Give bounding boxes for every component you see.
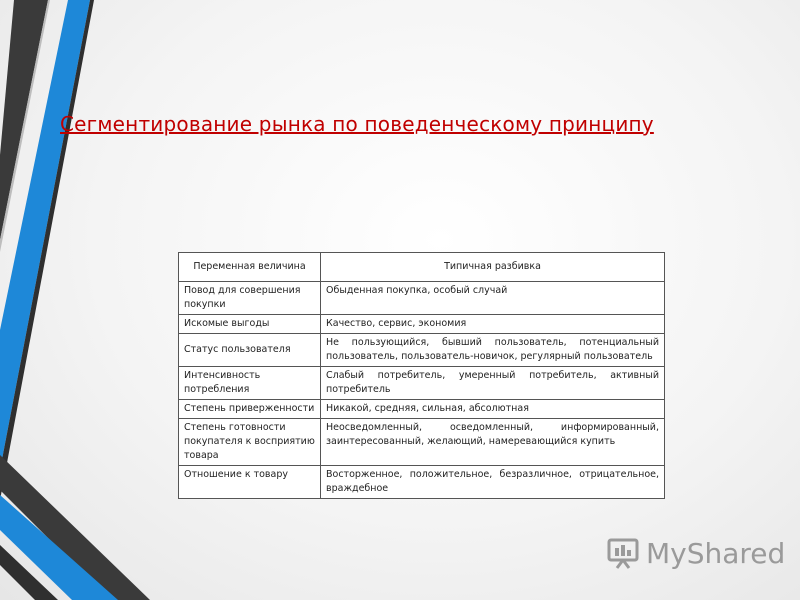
breakdown-cell: Восторженное, положительное, безразличное, отрицательное, враждебное	[321, 466, 665, 499]
table-row	[179, 315, 665, 334]
column-header-breakdown: Типичная разбивка	[321, 253, 665, 282]
variable-cell: Интенсивность потребления	[179, 367, 321, 400]
variable-cell: Искомые выгоды	[179, 315, 321, 334]
presentation-board-icon	[606, 536, 640, 570]
variable-cell: Статус пользователя	[179, 334, 321, 367]
variable-cell: Степень готовности покупателя к восприятию товара	[179, 419, 321, 466]
breakdown-cell: Не пользующийся, бывший пользователь, потенциальный пользователь, пользователь-новичок, регулярный пользователь	[321, 334, 665, 367]
table-row	[179, 334, 665, 367]
column-header-variable: Переменная величина	[179, 253, 321, 282]
table-header-row	[179, 253, 665, 282]
table-row	[179, 419, 665, 466]
segmentation-table	[178, 252, 665, 499]
table-row	[179, 466, 665, 499]
variable-cell: Повод для совершения покупки	[179, 282, 321, 315]
table-row	[179, 282, 665, 315]
breakdown-cell: Никакой, средняя, сильная, абсолютная	[321, 400, 665, 419]
variable-cell: Отношение к товару	[179, 466, 321, 499]
breakdown-cell: Обыденная покупка, особый случай	[321, 282, 665, 315]
breakdown-cell: Качество, сервис, экономия	[321, 315, 665, 334]
table-row	[179, 367, 665, 400]
logo-text: MyShared	[646, 536, 786, 570]
slide-title: Сегментирование рынка по поведенческому принципу	[60, 112, 654, 136]
myshared-logo	[606, 533, 785, 573]
breakdown-cell: Слабый потребитель, умеренный потребитель, активный потребитель	[321, 367, 665, 400]
table-row	[179, 400, 665, 419]
variable-cell: Степень приверженности	[179, 400, 321, 419]
breakdown-cell: Неосведомленный, осведомленный, информированный, заинтересованный, желающий, намеревающийся купить	[321, 419, 665, 466]
